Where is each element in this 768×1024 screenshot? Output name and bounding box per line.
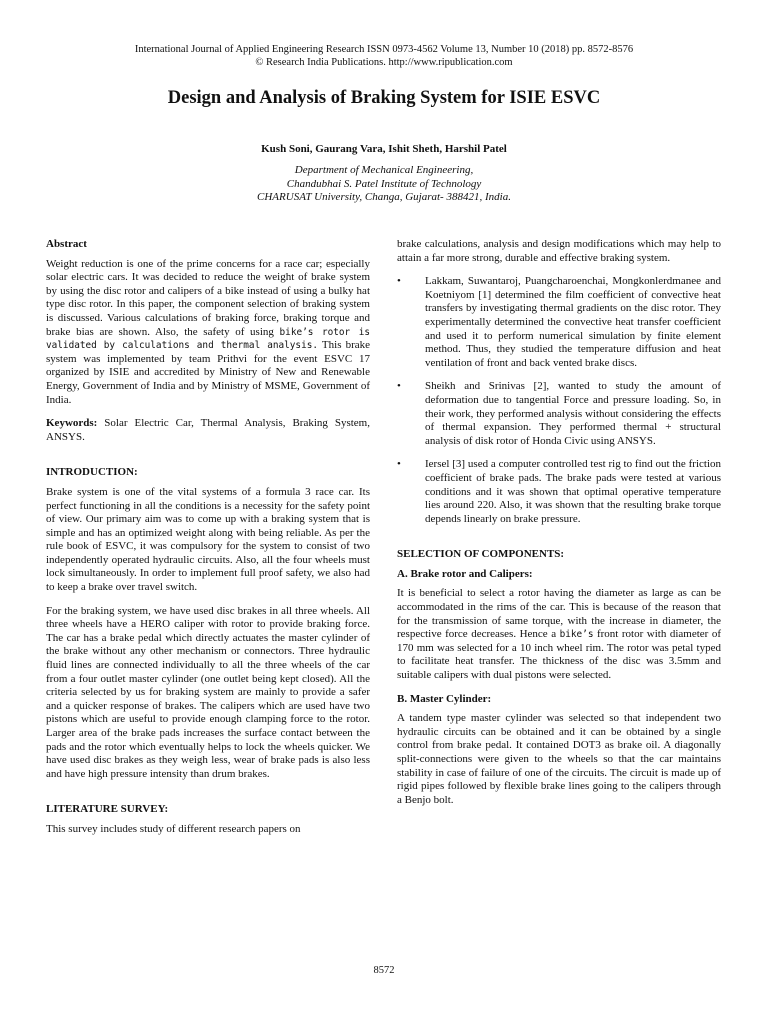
master-cylinder-text: A tandem type master cylinder was selected so that independent two hydraulic circuits can be obtained and it can be obtained by a single control from brake pedal. It contained DOT3 as brake oil. A diagonally split-connections were given to the wheels so that the car maintains stability in case of failure of one of the circuits. The circuit is made up of rigid pipes followed by flexible brake lines going to the calipers through a Benjo bolt. [397,712,721,806]
rotor-text-mono: bike’s [559,629,594,641]
affiliation [0,164,768,205]
page-number: 8572 [373,965,395,976]
keywords-text: Solar Electric Car, Thermal Analysis, Braking System, ANSYS. [46,417,370,443]
rotor-calipers-text [397,587,721,682]
abstract-heading: Abstract [46,238,87,250]
master-cylinder-heading: B. Master Cylinder: [397,692,492,705]
keywords-label: Keywords: [46,417,98,430]
introduction-paragraph-2: For the braking system, we have used disc brakes in all three wheels. All three wheels have a HERO caliper with rotor to provide braking force. The car has a brake pedal which directly actuates the master cylinder of the brake without any other mechanism or connectors. Three hydraulic fluid lines are connected individually to all the three wheels of the car from a four outlet master cylinder (one outlet being kept closed). All the criteria selected by us for braking system are mainly to provide a safer and a quicker response of brakes. The calipers which are used have two pistons which are useful to provide enough clamping force to the rotor. Larger area of the brake pads increases the surface contact between the pads and the rotor which eventually helps to lock the wheels quicker. We have used disc brakes as they weigh less, wear of brake pads is also less and have high pressure intensity than drum brakes. [46,604,370,780]
author-list: Kush Soni, Gaurang Vara, Ishit Sheth, Harshil Patel [261,143,507,155]
rotor-text-part-2: front rotor with diameter of 170 mm was selected for a 10 inch wheel rim. The rotor was petal typed to facilitate heat transfer. The thickness of the disc was 3.5mm and suitable calipers with dual pistons were selected. [397,628,721,682]
list-item [397,380,721,448]
list-item-text: Iersel [3] used a computer controlled test rig to find out the friction coefficient of brake pads. The brake pads were tested at various conditions and it was shown that optimal operative temperature lies around 220. Also, it was shown that the resulting brake torque depends linearly on brake pressure. [425,458,721,525]
affiliation-institute: Chandubhai S. Patel Institute of Technology [286,177,482,190]
abstract-text-mono: bike’s rotor is validated by calculations and thermal analysis. [46,326,370,352]
journal-header [0,43,768,69]
bullet-icon: • [397,275,401,288]
literature-list [397,275,721,526]
journal-line: International Journal of Applied Engineering Research ISSN 0973-4562 Volume 13, Number 10 (2018) pp. 8572-8576 [134,44,634,55]
introduction-paragraph-1: Brake system is one of the vital systems of a formula 3 race car. Its perfect functioning in all the conditions is a necessity for the safety point of view. Our primary aim was to come up with a braking system that is simple and has an optimized weight along with being reliable. As per the rule book of ESVC, it was compulsory for the system to consist of two independently operated hydraulic circuits. Also, all the four wheels must lock simultaneously. In order to implement full proof safety, we also had to keep a brake over travel switch. [46,485,370,594]
literature-heading: LITERATURE SURVEY: [46,803,169,816]
publisher-line: © Research India Publications. http://www.ripublication.com [255,57,513,68]
right-column [397,238,721,817]
list-item [397,458,721,526]
affiliation-department: Department of Mechanical Engineering, [294,164,474,176]
list-item-text: Sheikh and Srinivas [2], wanted to study the amount of deformation due to tangential Force and pressure loading. So, in their work, they performed analysis without considering the effects of thermal expansion. They performed thermal + structural analysis of disk rotor of Honda Civic using ANSYS. [425,380,721,447]
rotor-calipers-heading: A. Brake rotor and Calipers: [397,567,533,580]
bullet-icon: • [397,380,401,393]
affiliation-university: CHARUSAT University, Changa, Gujarat- 388421, India. [257,191,511,203]
abstract-text-part-a: Weight reduction is one of the prime concerns for a race car; especially solar electric cars. It was decided to reduce the weight of brake system by using the disc rotor and calipers of a bike instead of using a bulky hat type disc rotor. In this paper, the component selection of braking system is discussed. Various calculations of braking force, braking torque and brake bias are shown. Also, the safety of using [46,257,370,338]
keywords [46,417,370,444]
introduction-heading: INTRODUCTION: [46,466,138,479]
selection-heading: SELECTION OF COMPONENTS: [397,548,565,561]
rotor-text-part-1: It is beneficial to select a rotor having the diameter as large as can be accommodated in the rims of the car. This is because of the reason that for the transmission of same torque, with the increase in diameter, the respective force decreases. Hence a [397,587,721,641]
abstract-text [46,258,370,408]
list-item-text: Lakkam, Suwantaroj, Puangcharoenchai, Mongkonlerdmanee and Koetniyom [1] determined the film coefficient of convective heat transfers by investigating thermal gradients on the disc rotor. They experimentally determined the convective heat transfer coefficient and used it to perform numerical simulation by finite element method. Thus, they studied the temperature diffusion and heat ventilation of front and back vented brake discs. [425,275,721,369]
abstract-text-part-b: This brake system was implemented by team Prithvi for the event ESVC 17 organized by ISIE and accredited by Ministry of New and Renewable Energy, Government of India and by Ministry of MSME, Government of India. [46,339,370,406]
paper-title: Design and Analysis of Braking System for ISIE ESVC [167,88,601,108]
bullet-icon: • [397,458,401,471]
list-item [397,275,721,370]
literature-intro-right: brake calculations, analysis and design modifications which may help to attain a far more strong, durable and effective braking system. [397,238,721,264]
left-column [46,238,370,847]
literature-intro-left: This survey includes study of different research papers on [46,822,301,835]
